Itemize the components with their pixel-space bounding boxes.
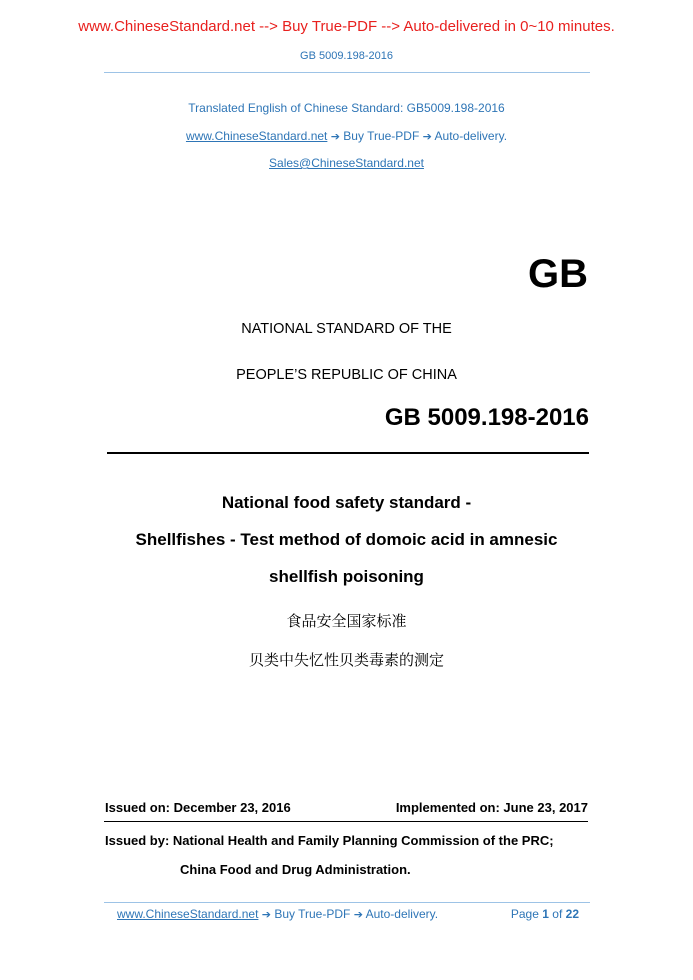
footer-auto-text: Auto-delivery. [365, 907, 439, 921]
page-indicator [511, 907, 579, 921]
email-link[interactable]: Sales@ChineseStandard.net [269, 156, 424, 170]
national-standard-line: NATIONAL STANDARD OF THE [241, 321, 452, 337]
right-arrow-icon: ➔ [330, 130, 340, 143]
issuer-line-2: China Food and Drug Administration. [180, 862, 411, 877]
promo-banner[interactable]: www.ChineseStandard.net --> Buy True-PDF --> Auto-delivered in 0~10 minutes. [78, 18, 615, 35]
page-label: Page [510, 907, 539, 921]
implemented-on-date: Implemented on: June 23, 2017 [395, 800, 588, 815]
info-buy-line [0, 129, 693, 143]
page-total: 22 [565, 907, 579, 921]
issuer-line-1: Issued by: National Health and Family Planning Commission of the PRC; [105, 833, 554, 848]
right-arrow-icon: ➔ [422, 130, 432, 143]
translation-line: Translated English of Chinese Standard: GB5009.198-2016 [188, 101, 505, 115]
issued-on-date: Issued on: December 23, 2016 [105, 800, 291, 815]
info-auto-text: Auto-delivery. [434, 129, 508, 143]
footer-buy-line [117, 907, 438, 921]
footer-divider [104, 902, 590, 903]
chinese-title-2: 贝类中失忆性贝类毒素的测定 [248, 651, 444, 669]
info-site-link[interactable]: www.ChineseStandard.net [185, 129, 328, 143]
right-arrow-icon: ➔ [353, 908, 363, 921]
footer-buy-text: Buy True-PDF [274, 907, 351, 921]
title-line-3: shellfish poisoning [269, 567, 424, 586]
header-doc-number: GB 5009.198-2016 [300, 50, 393, 62]
footer-site-link[interactable]: www.ChineseStandard.net [117, 907, 259, 921]
header-divider [104, 72, 590, 73]
title-line-2: Shellfishes - Test method of domoic acid in amnesic [135, 530, 558, 549]
email-line [0, 156, 693, 170]
title-divider [107, 452, 589, 454]
right-arrow-icon: ➔ [261, 908, 271, 921]
page-current: 1 [542, 907, 549, 921]
title-line-1: National food safety standard - [221, 493, 472, 512]
prc-line: PEOPLE’S REPUBLIC OF CHINA [236, 367, 457, 383]
gb-mark: GB [528, 252, 588, 296]
dates-divider [104, 821, 588, 822]
info-buy-text: Buy True-PDF [343, 129, 420, 143]
chinese-title-1: 食品安全国家标准 [286, 612, 407, 630]
standard-code: GB 5009.198-2016 [384, 404, 589, 431]
page-of: of [552, 907, 563, 921]
